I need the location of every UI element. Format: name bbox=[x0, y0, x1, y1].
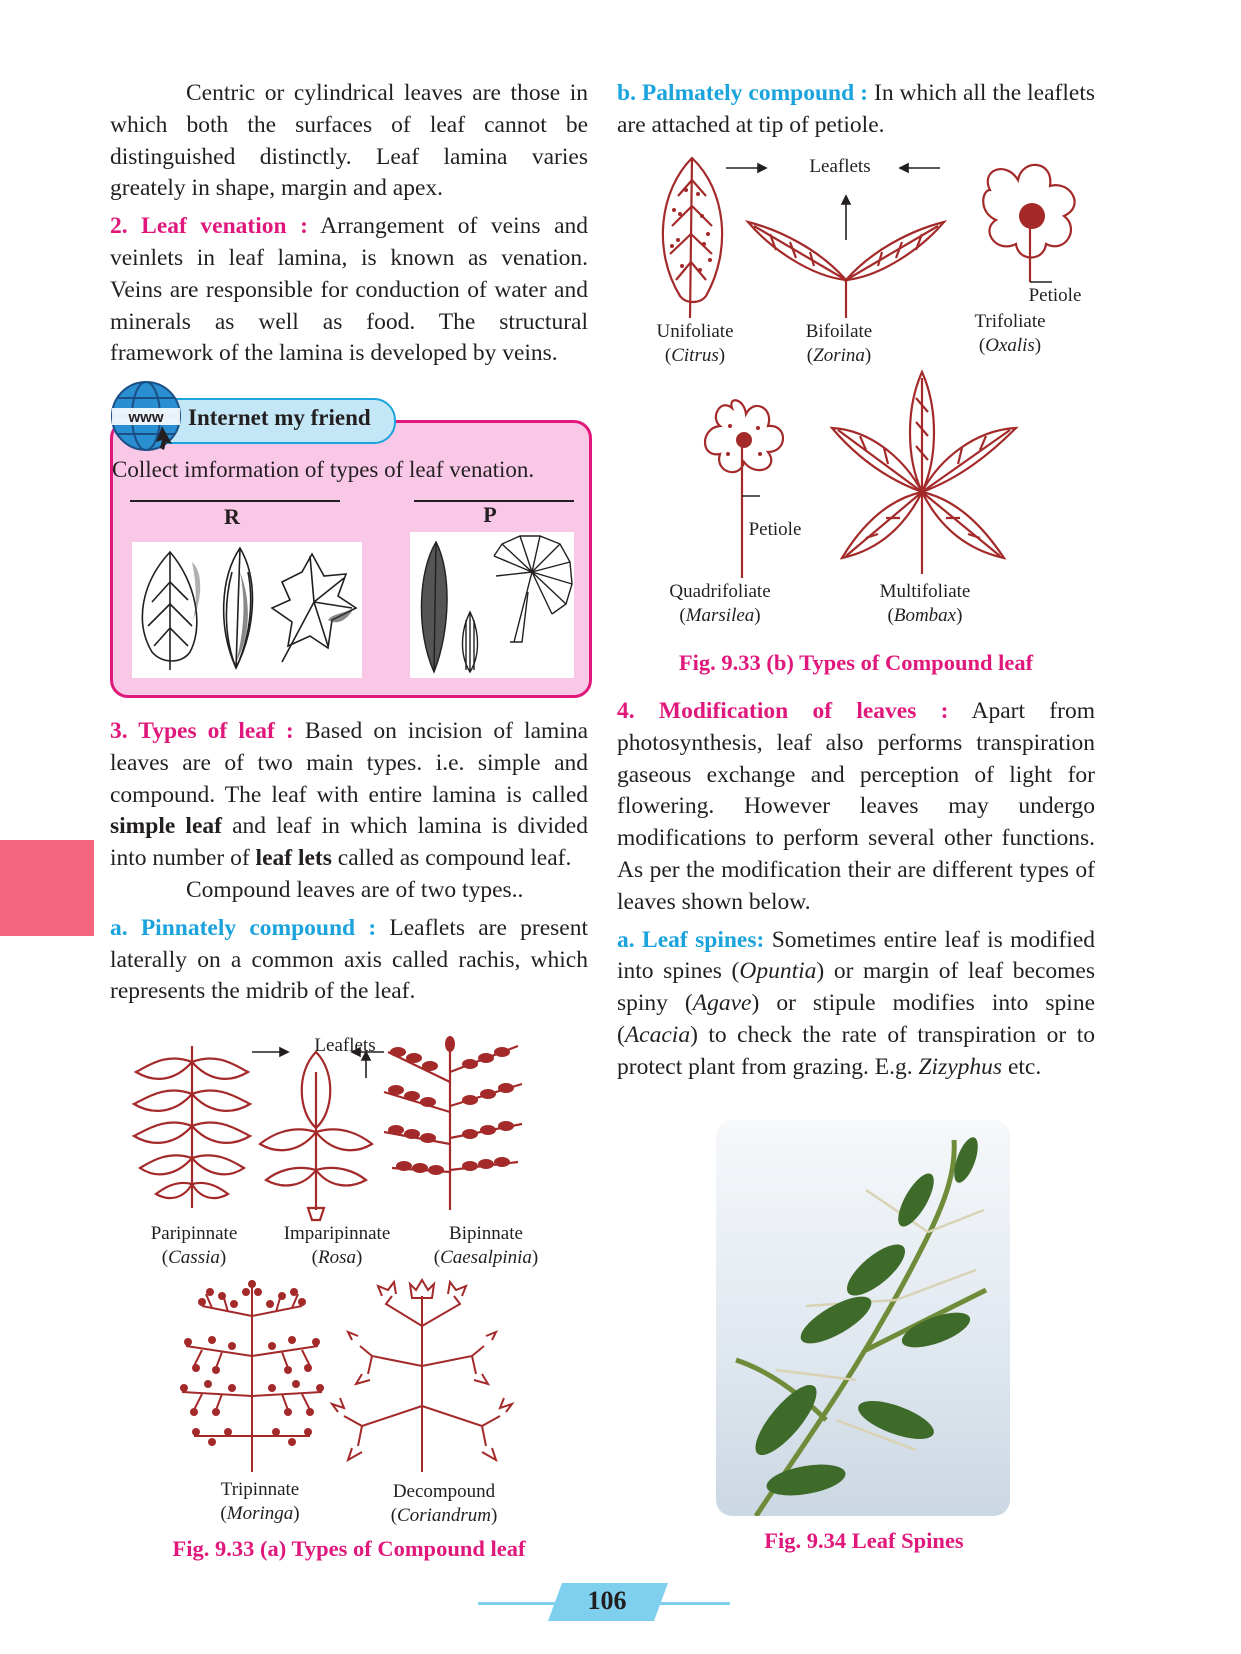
unifoliate-species: Citrus bbox=[671, 345, 719, 366]
fig-b-petiole-label-bottom: Petiole bbox=[748, 519, 802, 540]
spines-text-3: ) or stipule modifies into spine ( bbox=[617, 990, 1096, 1048]
tripinnate-name: Tripinnate bbox=[220, 1479, 300, 1500]
chapter-side-tab bbox=[0, 840, 94, 936]
types-text-2: and leaf in which lamina is divided into number of bbox=[110, 813, 588, 872]
zizyphus-term: Zizyphus bbox=[918, 1053, 1003, 1080]
pinnately-compound-text: Leaflets are present laterally on a common axis called rachis, which represents the midrib of the leaf. bbox=[110, 914, 588, 1005]
imparipinnate-species: Rosa bbox=[318, 1247, 356, 1268]
left-column-lower bbox=[110, 716, 588, 1008]
quadrifoliate-name: Quadrifoliate bbox=[669, 581, 771, 602]
page-number: 106 bbox=[587, 1586, 627, 1615]
label-r: R bbox=[224, 504, 240, 529]
decompound-illustration bbox=[332, 1280, 512, 1472]
bifoliate-name: Bifoilate bbox=[805, 321, 873, 342]
parallel-venation-illustration bbox=[410, 532, 574, 678]
spines-text-5: etc. bbox=[1002, 1053, 1042, 1080]
blank-line-r bbox=[130, 500, 340, 502]
label-p: P bbox=[483, 502, 497, 527]
fig-b-petiole-label-top: Petiole bbox=[1028, 285, 1082, 306]
multifoliate-name: Multifoliate bbox=[879, 581, 971, 602]
trifoliate-species: Oxalis bbox=[985, 335, 1035, 356]
leaf-spines-photo bbox=[716, 1120, 1010, 1516]
simple-leaf-term: simple leaf bbox=[110, 813, 222, 840]
right-column bbox=[617, 78, 1095, 142]
leaf-spines-heading: a. Leaf spines: bbox=[617, 926, 765, 953]
leaf-venation-text: Arrangement of veins and veinlets in leaf lamina, is known as venation. Veins are responsible for conduction of water and minerals as well as food. The structural framework of the lamina is developed by veins. bbox=[110, 213, 588, 367]
types-text-3: called as compound leaf. bbox=[331, 845, 572, 872]
decompound-label: Decompound (Coriandrum) bbox=[374, 1480, 514, 1528]
paripinnate-name: Paripinnate bbox=[150, 1223, 238, 1244]
globe-label: www bbox=[128, 409, 164, 426]
fig-a-caption: Fig. 9.33 (a) Types of Compound leaf bbox=[172, 1536, 526, 1561]
spines-text-1: Sometimes entire leaf is modified into spines ( bbox=[617, 926, 1095, 985]
fig-b-caption: Fig. 9.33 (b) Types of Compound leaf bbox=[678, 650, 1034, 675]
quadrifoliate-center bbox=[736, 432, 752, 448]
modification-text: Apart from photosynthesis, leaf also performs transpiration gaseous exchange and perception of light for flowering. However leaves may undergo modifications to perform several other functions. As per the modification their are different types of leaves shown below. bbox=[617, 698, 1095, 915]
tripinnate-species: Moringa bbox=[226, 1503, 294, 1524]
leaf-venation-paragraph bbox=[110, 211, 588, 370]
centric-leaves-paragraph: Centric or cylindrical leaves are those in which both the surfaces of leaf cannot be distinguished distinctly. Leaf lamina varies greately in shape, margin and apex. bbox=[110, 80, 588, 202]
imparipinnate-label: Imparipinnate (Rosa) bbox=[272, 1222, 402, 1270]
unifoliate-label: Unifoliate (Citrus) bbox=[640, 320, 750, 368]
compound-intro: Compound leaves are of two types.. bbox=[186, 876, 524, 903]
leaflets-term: leaf lets bbox=[255, 845, 332, 872]
tripinnate-label: Tripinnate (Moringa) bbox=[200, 1478, 320, 1526]
bipinnate-name: Bipinnate bbox=[449, 1223, 523, 1244]
multifoliate-label: Multifoliate (Bombax) bbox=[860, 580, 990, 628]
leaf-spines-paragraph bbox=[617, 925, 1095, 1084]
unifoliate-name: Unifoliate bbox=[656, 321, 734, 342]
quadrifoliate-species: Marsilea bbox=[685, 605, 755, 626]
pinnately-compound-heading: a. Pinnately compound : bbox=[110, 914, 377, 941]
acacia-term: Acacia bbox=[624, 1021, 691, 1048]
palmately-compound-heading: b. Palmately compound : bbox=[617, 80, 869, 106]
types-text-1: Based on incision of lamina leaves are of two main types. i.e. simple and compound. The leaf with entire lamina is called bbox=[110, 718, 588, 808]
imparipinnate-name: Imparipinnate bbox=[283, 1223, 391, 1244]
agave-term: Agave bbox=[692, 990, 752, 1017]
fig-a-leaflets-label: Leaflets bbox=[314, 1035, 376, 1056]
fig-b-leaflets-label: Leaflets bbox=[809, 156, 871, 177]
types-of-leaf-heading: 3. Types of leaf : bbox=[110, 718, 294, 744]
palmate-leaves-row-2 bbox=[670, 368, 1070, 582]
left-column bbox=[110, 78, 588, 370]
bifoliate-species: Zorina bbox=[813, 345, 865, 366]
multifoliate-species: Bombax bbox=[893, 605, 957, 626]
palmately-compound-text: In which all the leaflets are attached at tip of petiole. bbox=[617, 80, 1095, 138]
paripinnate-label: Paripinnate (Cassia) bbox=[134, 1222, 254, 1270]
opuntia-term: Opuntia bbox=[739, 958, 817, 985]
paripinnate-species: Cassia bbox=[168, 1247, 220, 1268]
trifoliate-name: Trifoliate bbox=[974, 311, 1046, 332]
palmately-compound-paragraph bbox=[617, 78, 1095, 142]
tripinnate-illustration bbox=[182, 1280, 322, 1472]
fig-spines-caption: Fig. 9.34 Leaf Spines bbox=[764, 1528, 964, 1553]
quadrifoliate-label: Quadrifoliate (Marsilea) bbox=[650, 580, 790, 628]
bifoliate-label: Bifoilate (Zorina) bbox=[784, 320, 894, 368]
bipinnate-species: Caesalpinia bbox=[440, 1247, 532, 1268]
bipinnate-label: Bipinnate (Caesalpinia) bbox=[416, 1222, 556, 1270]
right-column-lower bbox=[617, 696, 1095, 1084]
acacia-branch-illustration bbox=[716, 1120, 1010, 1516]
reticulate-venation-illustration bbox=[132, 542, 362, 678]
spines-text-2: ) or margin of leaf becomes spiny ( bbox=[617, 958, 1095, 1017]
spines-text-4: ) to check the rate of transpiration or to protect plant from grazing. E.g. bbox=[617, 1021, 1095, 1080]
trifoliate-label: Trifoliate (Oxalis) bbox=[960, 310, 1060, 358]
trifoliate-center bbox=[1019, 203, 1045, 229]
pinnate-leaves-row-1 bbox=[126, 1032, 566, 1222]
pinnate-leaves-row-2 bbox=[172, 1276, 522, 1476]
globe-icon bbox=[110, 380, 182, 452]
pinnately-compound-paragraph bbox=[110, 913, 588, 1008]
decompound-species: Coriandrum bbox=[397, 1505, 491, 1526]
leaf-venation-heading: 2. Leaf venation : bbox=[110, 213, 308, 240]
modification-paragraph bbox=[617, 696, 1095, 919]
modification-heading: 4. Modification of leaves : bbox=[617, 698, 949, 724]
internet-my-friend-text: Collect imformation of types of leaf venation. bbox=[112, 457, 535, 482]
decompound-name: Decompound bbox=[392, 1481, 496, 1502]
types-of-leaf-paragraph bbox=[110, 716, 588, 875]
internet-my-friend-title: Internet my friend bbox=[188, 405, 371, 430]
